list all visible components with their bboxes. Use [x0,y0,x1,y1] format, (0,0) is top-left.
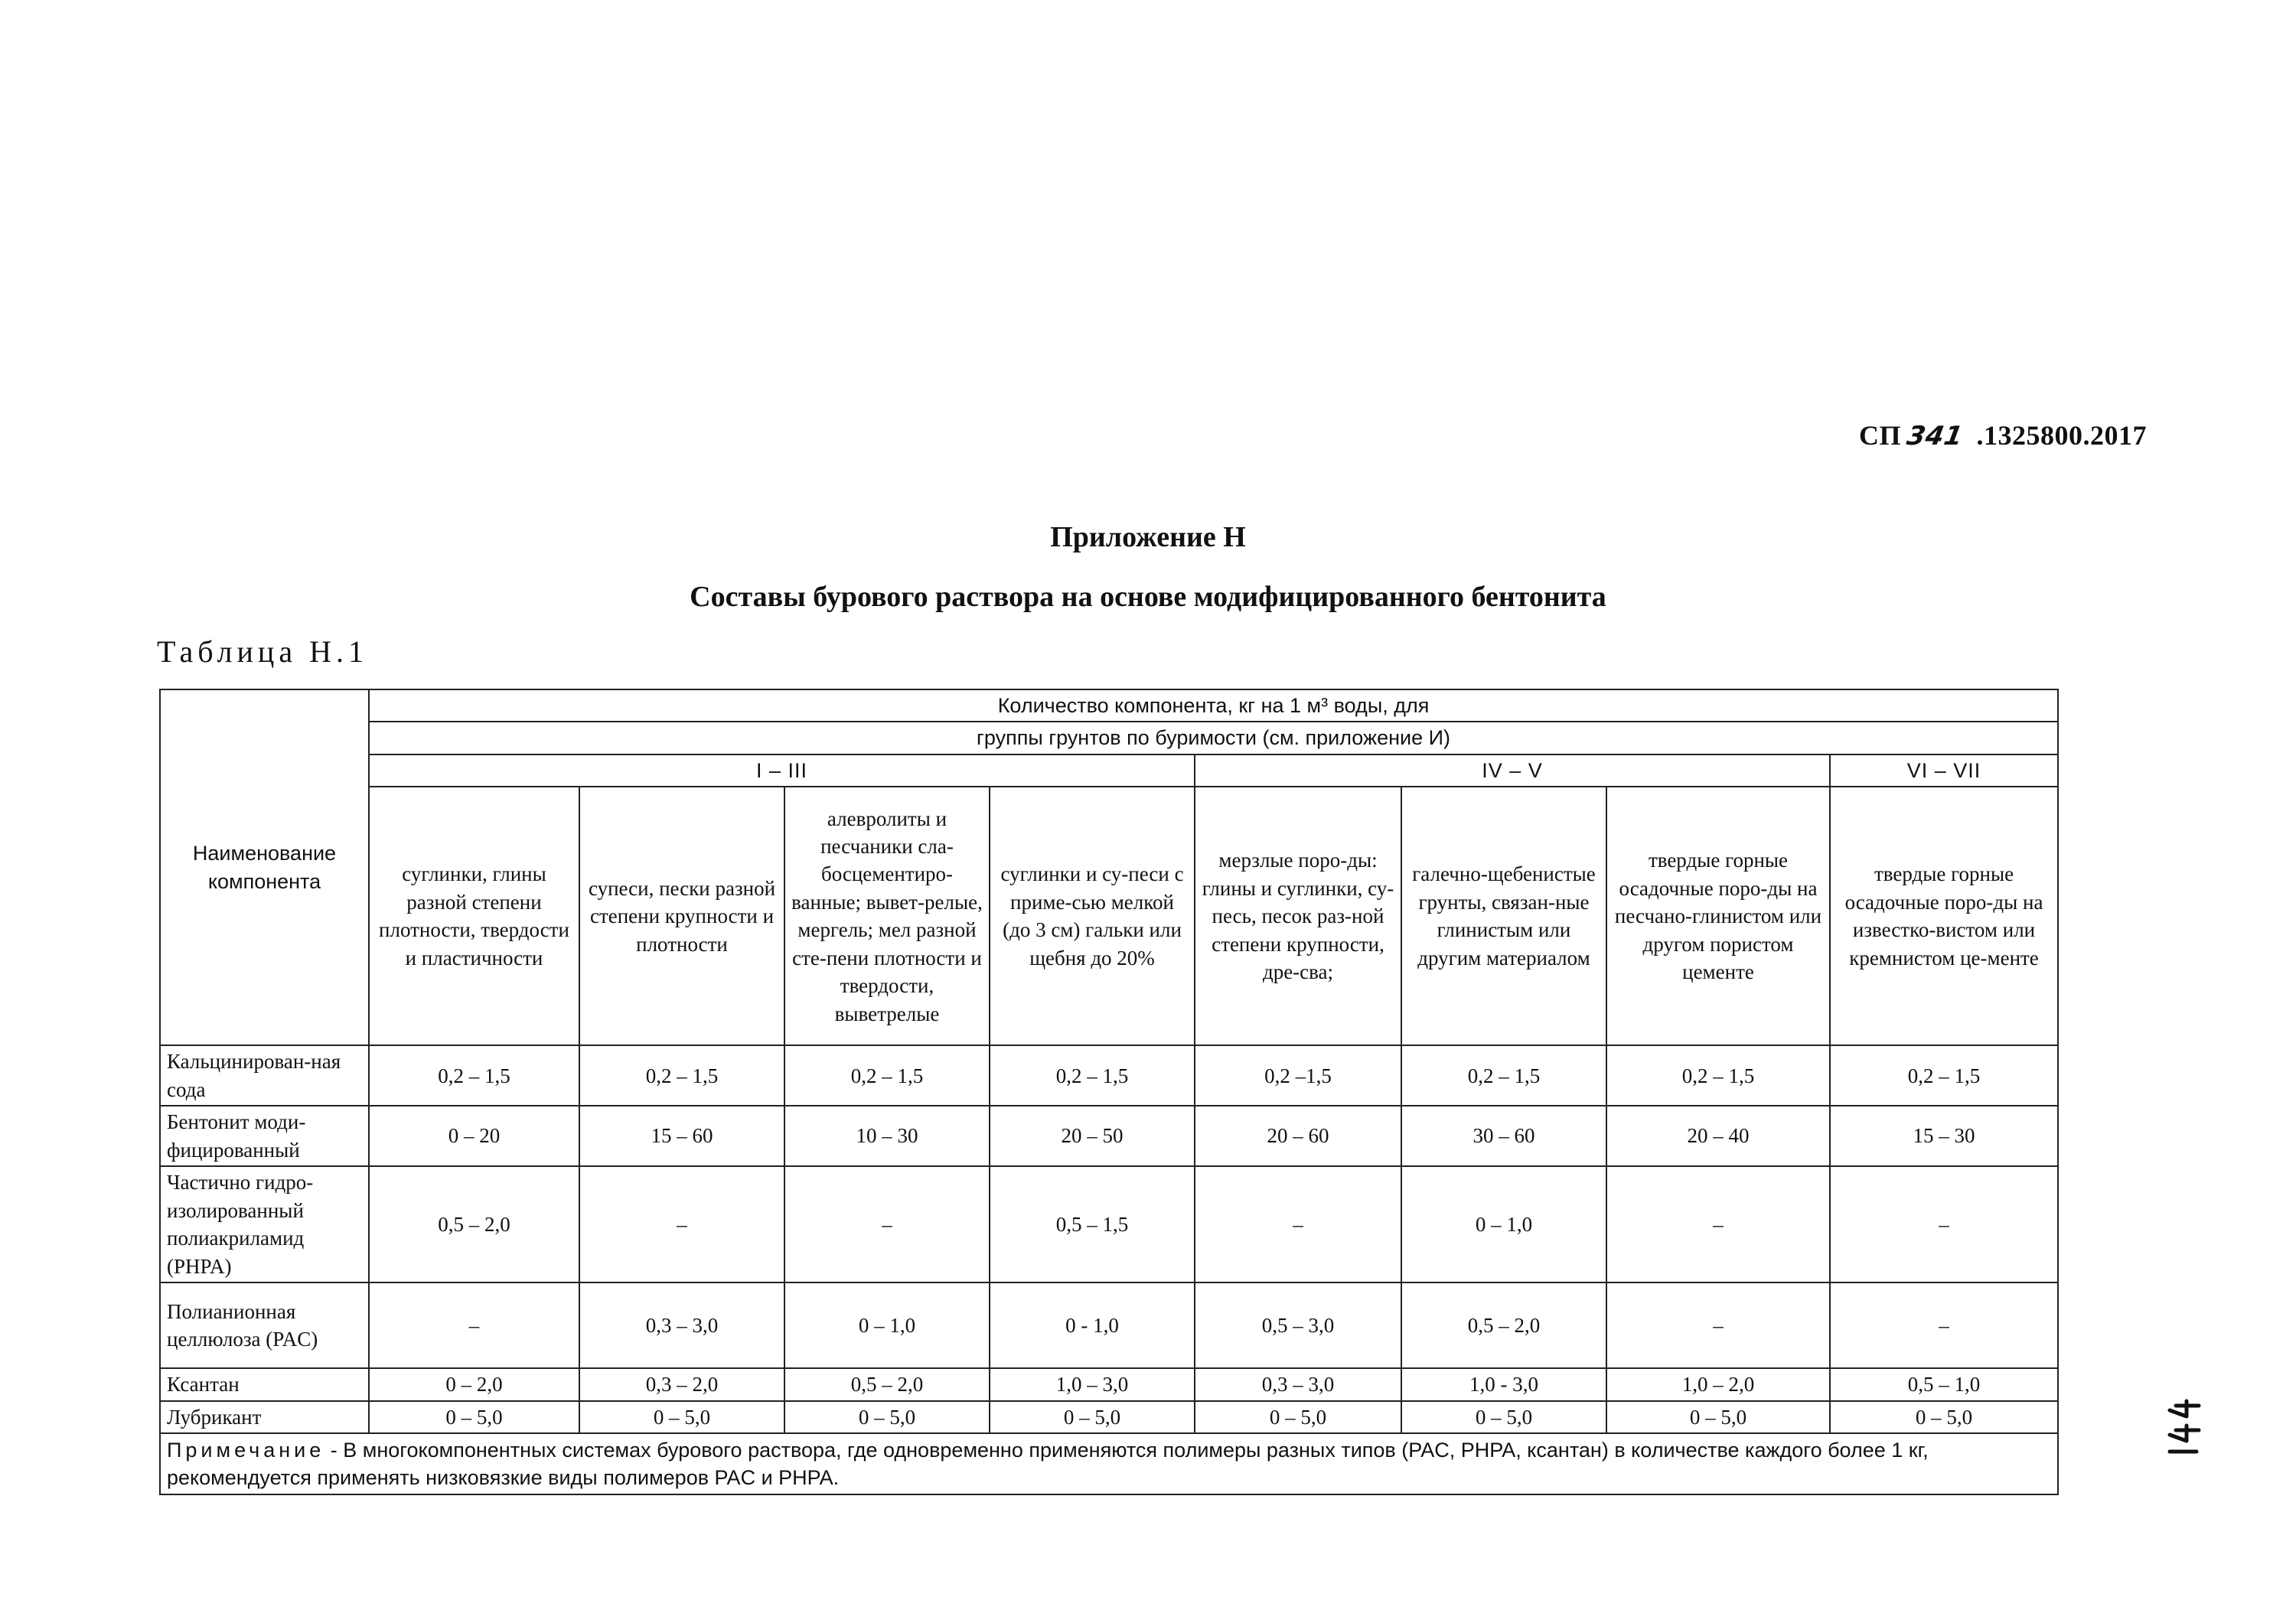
table-cell: 20 – 50 [990,1106,1195,1166]
table-row [160,1368,2058,1400]
table-cell: – [1830,1282,2058,1368]
table-cell: 0,5 – 3,0 [1195,1282,1401,1368]
table-cell: 0 – 20 [369,1106,579,1166]
table-cell: 0 – 5,0 [1606,1401,1830,1433]
code-prefix: СП [1859,420,1902,451]
table-row [160,1045,2058,1106]
quantity-header: Количество компонента, кг на 1 м³ воды, для [369,689,2058,722]
table-cell: 0,3 – 3,0 [579,1282,784,1368]
table-cell: 0,5 – 1,0 [1830,1368,2058,1400]
code-handwritten-number: 341 [1904,421,1966,451]
table-cell: 0 – 5,0 [1830,1401,2058,1433]
table-cell: – [579,1166,784,1282]
table-row [160,1401,2058,1433]
table-cell: 0,2 – 1,5 [369,1045,579,1106]
note-label: Примечание [167,1438,325,1462]
table-cell: 0 - 1,0 [990,1282,1195,1368]
group-header-2: IV – V [1195,754,1830,787]
soil-groups-header: группы грунтов по буримости (см. приложение И) [369,722,2058,754]
table-cell: – [1606,1282,1830,1368]
group-header-1: I – III [369,754,1195,787]
table-cell: 0,2 – 1,5 [1830,1045,2058,1106]
table-cell: 0 – 1,0 [1401,1166,1606,1282]
table-cell: 0,5 – 2,0 [369,1166,579,1282]
table-cell: 0,2 – 1,5 [784,1045,990,1106]
table-cell: 0 – 5,0 [784,1401,990,1433]
table-cell: 0 – 2,0 [369,1368,579,1400]
table-label: Таблица Н.1 [157,634,368,669]
column-header: суглинки, глины разной степени плотности, твердости и пластичности [369,787,579,1045]
row-label: Ксантан [160,1368,369,1400]
column-header: супеси, пески разной степени крупности и плотности [579,787,784,1045]
group-header-3: VI – VII [1830,754,2058,787]
table-note [160,1433,2058,1494]
table-cell: 0,3 – 3,0 [1195,1368,1401,1400]
column-header: твердые горные осадочные поро-ды на песчано-глинистом или другом пористом цементе [1606,787,1830,1045]
table-cell: 0,2 – 1,5 [990,1045,1195,1106]
table-cell: 20 – 60 [1195,1106,1401,1166]
column-header: алевролиты и песчаники сла-босцементиро-ванные; вывет-релые, мергель; мел разной сте-пени плотности и твердости, выветрелые [784,787,990,1045]
table-cell: 15 – 30 [1830,1106,2058,1166]
table-cell: – [1606,1166,1830,1282]
table-row [160,1166,2058,1282]
table-cell: 0,3 – 2,0 [579,1368,784,1400]
column-header: твердые горные осадочные поро-ды на известко-вистом или кремнистом це-менте [1830,787,2058,1045]
table-row [160,1106,2058,1166]
appendix-title: Приложение Н [1050,521,1246,553]
table-cell: 0,5 – 2,0 [1401,1282,1606,1368]
table-cell: – [1195,1166,1401,1282]
table-title: Составы бурового раствора на основе модифицированного бентонита [690,581,1606,613]
table-cell: – [1830,1166,2058,1282]
table-cell: – [369,1282,579,1368]
table-cell: 15 – 60 [579,1106,784,1166]
row-label: Бентонит моди-фицированный [160,1106,369,1166]
row-label: Кальцинирован-ная сода [160,1045,369,1106]
table-cell: 0 – 5,0 [1401,1401,1606,1433]
digit-4-stroke [2170,1401,2199,1416]
column-header: галечно-щебенистые грунты, связан-ные глинистым или другим материалом [1401,787,1606,1045]
table-cell: 30 – 60 [1401,1106,1606,1166]
table-cell: 1,0 – 2,0 [1606,1368,1830,1400]
table-cell: 0 – 1,0 [784,1282,990,1368]
table-cell: 0,2 –1,5 [1195,1045,1401,1106]
code-suffix: .1325800.2017 [1976,420,2147,451]
digit-4-stroke [2170,1426,2199,1441]
row-label: Лубрикант [160,1401,369,1433]
table-row [160,1282,2058,1368]
table-cell: 1,0 – 3,0 [990,1368,1195,1400]
column-header: мерзлые поро-ды: глины и суглинки, су-песь, песок раз-ной степени крупности, дре-сва; [1195,787,1401,1045]
table-cell: 0,5 – 2,0 [784,1368,990,1400]
composition-table [159,689,2059,1495]
table-cell: 0 – 5,0 [369,1401,579,1433]
table-cell: 0 – 5,0 [579,1401,784,1433]
table-cell: 0 – 5,0 [990,1401,1195,1433]
note-text: - В многокомпонентных системах бурового раствора, где одновременно применяются полимеры разных типов (PAC, PHPA, ксантан) в количестве каждого более 1 кг, рекомендуется применять низковязкие виды полимеров PAC и PHPA. [167,1438,1929,1489]
table-cell: 10 – 30 [784,1106,990,1166]
table-cell: 20 – 40 [1606,1106,1830,1166]
table-cell: 0 – 5,0 [1195,1401,1401,1433]
component-name-header: Наименование компонента [160,689,369,1045]
document-code [1859,419,2147,451]
table-cell: 1,0 - 3,0 [1401,1368,1606,1400]
table-cell: 0,5 – 1,5 [990,1166,1195,1282]
handwritten-page-number [2151,1385,2212,1469]
table-cell: 0,2 – 1,5 [1606,1045,1830,1106]
row-label: Частично гидро-изолированный полиакриламид (PHPA) [160,1166,369,1282]
column-header: суглинки и су-песи с приме-сью мелкой (до 3 см) гальки или щебня до 20% [990,787,1195,1045]
row-label: Полианионная целлюлоза (PAC) [160,1282,369,1368]
table-cell: 0,2 – 1,5 [1401,1045,1606,1106]
table-cell: 0,2 – 1,5 [579,1045,784,1106]
table-cell: – [784,1166,990,1282]
